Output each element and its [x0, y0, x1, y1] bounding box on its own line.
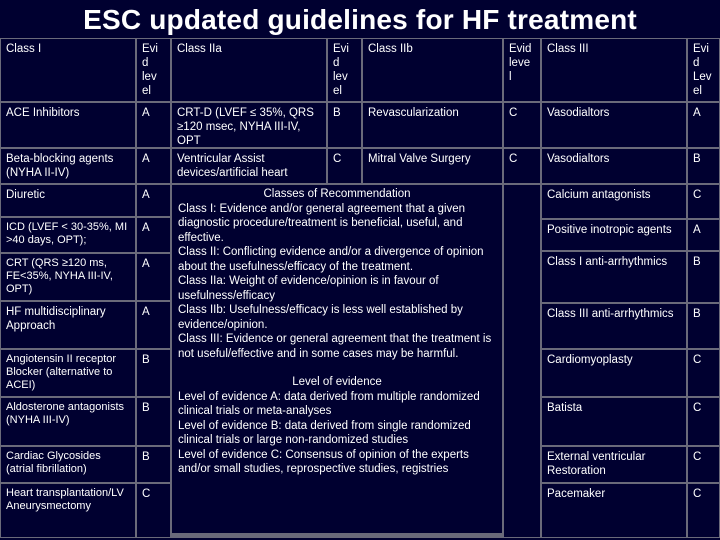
class-i-level: B: [137, 398, 170, 445]
page-title: ESC updated guidelines for HF treatment: [83, 4, 637, 35]
class-iii-item: Positive inotropic agents: [542, 220, 686, 250]
empty-cell: [504, 185, 540, 537]
class-iii-item: Cardiomyoplasty: [542, 350, 686, 396]
class-i-level: A: [137, 254, 170, 300]
header-class-iii: Class III: [542, 39, 686, 101]
recommendation-text: Class III: Evidence or general agreement that the treatment is not useful/effective and in some cases may be harmful.: [178, 333, 492, 360]
class-i-level: C: [137, 484, 170, 537]
recommendation-text: Class IIa: Weight of evidence/opinion is in favour of usefulness/efficacy: [178, 275, 439, 302]
class-i-level: A: [137, 218, 170, 252]
header-level-iib: Evid leve l: [504, 39, 540, 101]
header-level-iia: Evi d lev el: [328, 39, 361, 101]
class-iii-item: Pacemaker: [542, 484, 686, 537]
header-level-iii: Evi d Lev el: [688, 39, 719, 101]
class-iii-item: Class I anti-arrhythmics: [542, 252, 686, 302]
class-iia-item: Ventricular Assist devices/artificial heart: [172, 149, 326, 183]
class-iib-level: C: [504, 103, 540, 147]
recommendation-text: Class I: Evidence and/or general agreement that a given diagnostic procedure/treatment is beneficial, useful, and effective.: [178, 202, 466, 244]
class-i-item: HF multidisciplinary Approach: [1, 302, 135, 348]
class-iii-level: B: [688, 304, 719, 348]
header-class-iib: Class IIb: [363, 39, 502, 101]
legend-panel: [172, 185, 502, 533]
class-iii-level: C: [688, 447, 719, 482]
class-i-level: B: [137, 350, 170, 396]
class-iii-level: B: [688, 149, 719, 183]
class-i-item: Heart transplantation/LV Aneurysmectomy: [1, 484, 135, 537]
evidence-text: Level of evidence A: data derived from multiple randomized clinical trials or meta-analyses: [178, 390, 480, 417]
class-i-level: A: [137, 149, 170, 183]
evidence-heading: Level of evidence: [292, 376, 382, 388]
evidence-text: Level of evidence B: data derived from single randomized clinical trials or large non-randomized studies: [178, 419, 471, 446]
class-iia-level: C: [328, 149, 361, 183]
class-iii-level: A: [688, 220, 719, 250]
class-i-item: Diuretic: [1, 185, 135, 216]
header-level-i: Evi d lev el: [137, 39, 170, 101]
class-iii-item: Vasodialtors: [542, 103, 686, 147]
recommendation-text: Class II: Conflicting evidence and/or a divergence of opinion about the usefulness/efficacy of the treatment.: [178, 246, 484, 273]
class-iib-level: C: [504, 149, 540, 183]
class-iia-item: CRT-D (LVEF ≤ 35%, QRS ≥120 msec, NYHA III-IV, OPT: [172, 103, 326, 147]
class-iii-level: A: [688, 103, 719, 147]
class-iii-item: External ventricular Restoration: [542, 447, 686, 482]
recommendation-text: Class IIb: Usefulness/efficacy is less well established by evidence/opinion.: [178, 304, 463, 331]
class-i-item: Aldosterone antagonists (NYHA III-IV): [1, 398, 135, 445]
class-iii-level: C: [688, 398, 719, 445]
class-i-item: CRT (QRS ≥120 ms, FE<35%, NYHA III-IV, OPT): [1, 254, 135, 300]
header-class-iia: Class IIa: [172, 39, 326, 101]
class-i-item: ICD (LVEF < 30-35%, MI >40 days, OPT);: [1, 218, 135, 252]
class-iii-item: Calcium antagonists: [542, 185, 686, 218]
class-i-level: A: [137, 302, 170, 348]
class-iii-level: C: [688, 350, 719, 396]
class-iii-item: Class III anti-arrhythmics: [542, 304, 686, 348]
class-iii-level: C: [688, 185, 719, 218]
class-iia-level: B: [328, 103, 361, 147]
recommendation-heading: Classes of Recommendation: [263, 188, 411, 200]
class-i-level: A: [137, 103, 170, 147]
class-iib-item: Revascularization: [363, 103, 502, 147]
class-iii-level: B: [688, 252, 719, 302]
class-i-level: B: [137, 447, 170, 482]
evidence-text: Level of evidence C: Consensus of opinion of the experts and/or small studies, reprospective studies, registries: [178, 448, 469, 475]
class-iib-item: Mitral Valve Surgery: [363, 149, 502, 183]
class-iii-item: Batista: [542, 398, 686, 445]
class-i-level: A: [137, 185, 170, 216]
class-i-item: ACE Inhibitors: [1, 103, 135, 147]
class-i-item: Cardiac Glycosides (atrial fibrillation): [1, 447, 135, 482]
class-iii-item: Vasodialtors: [542, 149, 686, 183]
class-iii-level: C: [688, 484, 719, 537]
class-i-item: Beta-blocking agents (NYHA II-IV): [1, 149, 135, 183]
class-i-item: Angiotensin II receptor Blocker (alternative to ACEI): [1, 350, 135, 396]
header-class-i: Class I: [1, 39, 135, 101]
